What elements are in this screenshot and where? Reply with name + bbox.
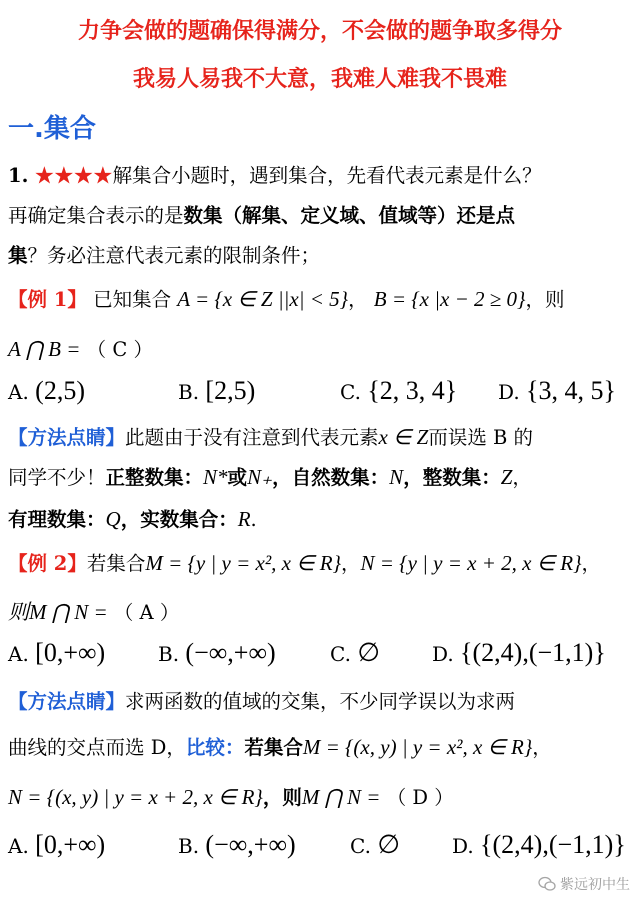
item1-number: 1. — [8, 164, 29, 187]
item1-bold-2: 数集（解集、定义域、值域等）还是点 — [183, 204, 516, 227]
example2-sep: ， — [340, 552, 361, 575]
example1-question — [8, 334, 634, 362]
example1-intersection: A ⋂ B = — [8, 337, 81, 361]
example2-label: 【例 2】 — [8, 552, 87, 575]
tip1-line2-end: ， — [512, 466, 532, 489]
tip1-q: Q — [105, 507, 121, 531]
example2-intersection: 则M ⋂ N = — [8, 600, 108, 624]
example2-option-b: B. (−∞,+∞) — [158, 638, 276, 667]
tip1-line3-end: . — [250, 508, 257, 531]
example2-set-n: N = {y | y = x + 2, x ∈ R} — [360, 551, 582, 575]
tip2-set-m: M = {(x, y) | y = x², x ∈ R} — [302, 735, 533, 759]
example1-option-b: B. [2,5) — [178, 376, 256, 405]
item1-line-2 — [8, 200, 634, 228]
tip2-line-3 — [8, 782, 634, 810]
tip2-set-n: N = {(x, y) | y = x + 2, x ∈ R} — [8, 785, 263, 809]
tip2-if-set: 若集合 — [244, 736, 303, 759]
tip2-label: 【方法点睛】 — [8, 690, 126, 713]
item1-text-3: ？务必注意代表元素的限制条件； — [27, 244, 321, 267]
item1-text-2: 再确定集合表示的是 — [8, 204, 184, 227]
example1-option-c: C. {2, 3, 4} — [340, 376, 458, 405]
tip1-integers: ，整数集： — [403, 466, 501, 489]
example1-set-a: A = {x ∈ Z ||x| < 5} — [177, 287, 349, 311]
example1-text: 已知集合 — [93, 288, 172, 311]
tip2-line2-text: 曲线的交点而选 D， — [8, 736, 186, 759]
tip2-line-1 — [8, 686, 634, 714]
tip1-n-plus: N₊ — [247, 465, 273, 489]
tip1-label: 【方法点睛】 — [8, 426, 126, 449]
tip2-option-b: B. (−∞,+∞) — [178, 830, 296, 859]
example2-stem — [8, 548, 634, 576]
tip1-text-2: 而误选 B 的 — [428, 426, 534, 449]
motto-line-2: 我易人易我不大意，我难人难我不畏难 — [132, 67, 507, 92]
example1-label: 【例 1】 — [8, 288, 87, 311]
tip1-n: N — [389, 465, 404, 489]
example1-stem — [8, 284, 634, 312]
example1-tail: ，则 — [525, 288, 565, 311]
tip2-option-d: D. {(2,4),(−1,1)} — [452, 830, 626, 859]
tip2-line2-end: ， — [532, 736, 552, 759]
tip1-math-1: x ∈ Z — [378, 425, 429, 449]
example1-option-d: D. {3, 4, 5} — [498, 376, 617, 405]
star-rating: ★★★★ — [34, 164, 113, 187]
tip2-text-1: 求两函数的值域的交集，不少同学误以为求两 — [125, 690, 516, 713]
item1-text: 解集合小题时，遇到集合，先看代表元素是什么？ — [112, 164, 542, 187]
watermark-text: 紫远初中生 — [560, 877, 630, 893]
tip1-line-1 — [8, 422, 634, 450]
tip1-n-star: N* — [203, 465, 228, 489]
example2-question — [8, 596, 634, 626]
example2-option-c: C. ∅ — [330, 638, 380, 667]
tip1-line2-text: 同学不少！ — [8, 466, 106, 489]
tip1-r: R — [237, 507, 251, 531]
example2-set-m: M = {y | y = x², x ∈ R} — [145, 551, 341, 575]
example2-tail: ， — [581, 552, 602, 575]
tip2-intersection: M ⋂ N = — [301, 785, 381, 809]
tip1-positive-integers: 正整数集： — [105, 466, 204, 489]
section-title: 一.集合 — [8, 114, 96, 144]
motto-line-1: 力争会做的题确保得满分，不会做的题争取多得分 — [77, 19, 562, 44]
example1-option-a: A. (2,5) — [8, 376, 85, 405]
tip1-z: Z — [500, 465, 513, 489]
item1-line-1 — [8, 160, 634, 188]
example1-sep: ， — [348, 288, 368, 311]
example1-set-b: B = {x |x − 2 ≥ 0} — [373, 287, 526, 311]
tip2-option-c: C. ∅ — [350, 830, 400, 859]
tip1-reals: ，实数集合： — [120, 508, 238, 531]
tip1-line-2 — [8, 462, 634, 490]
example2-text: 若集合 — [86, 552, 146, 575]
item1-bold-3: 集 — [8, 244, 28, 267]
example2-answer: （ A ） — [113, 601, 180, 624]
example2-option-a: A. [0,+∞) — [8, 638, 106, 667]
example1-answer: （ C ） — [86, 338, 153, 361]
tip2-then: ，则 — [262, 786, 302, 809]
item1-line-3 — [8, 240, 634, 268]
watermark — [538, 874, 630, 894]
tip2-line-2 — [8, 732, 634, 760]
tip1-text-1: 此题由于没有注意到代表元素 — [125, 426, 379, 449]
example2-option-d: D. {(2,4),(−1,1)} — [432, 638, 606, 667]
tip1-rationals: 有理数集： — [8, 508, 106, 531]
tip2-option-a: A. [0,+∞) — [8, 830, 106, 859]
wechat-icon — [538, 876, 556, 892]
tip2-compare: 比较： — [185, 736, 245, 759]
tip1-line-3 — [8, 504, 634, 532]
tip1-naturals: ，自然数集： — [272, 466, 390, 489]
tip2-answer: （ D ） — [386, 786, 454, 809]
tip1-or: 或 — [227, 466, 248, 489]
